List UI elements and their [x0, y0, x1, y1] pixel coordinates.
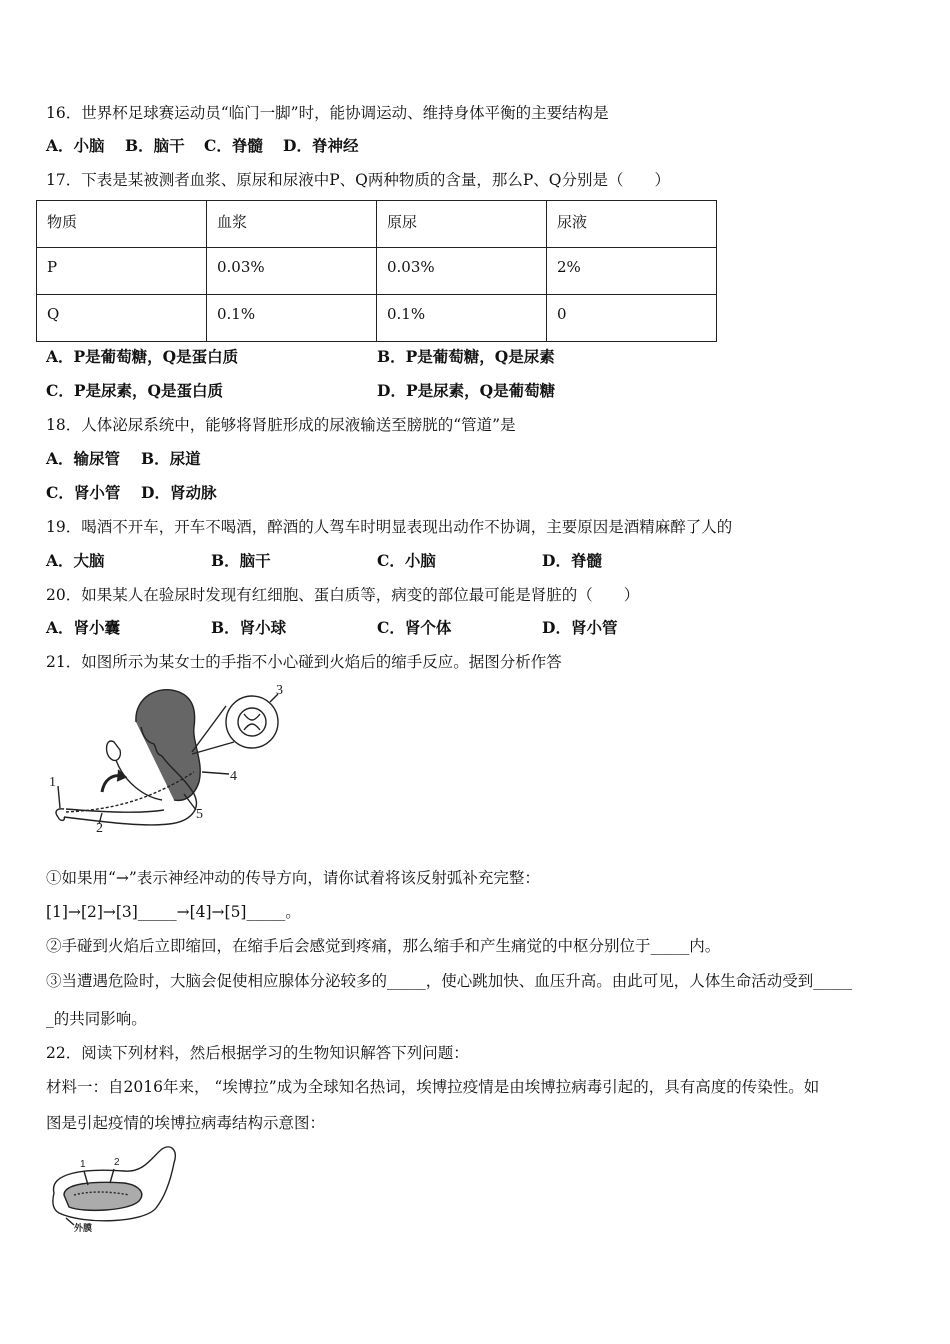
q19-option-b: B．脑干	[211, 551, 271, 570]
table-header-row	[37, 201, 717, 248]
q18-option-d: D．肾动脉	[141, 483, 217, 502]
q20-option-a: A．肾小囊	[46, 618, 121, 637]
table-row	[37, 295, 717, 342]
table-cell: 0.03%	[207, 248, 377, 295]
q20-stem: 20．如果某人在验尿时发现有红细胞、蛋白质等，病变的部位最可能是肾脏的（ ）	[46, 586, 640, 604]
q21-sub1-chain: [1]→[2]→[3]_____→[4]→[5]_____。	[46, 903, 301, 921]
q18-option-b: B．尿道	[141, 449, 201, 468]
table-cell: 0.03%	[377, 248, 547, 295]
virus-label-outer-membrane: 外膜	[74, 1223, 93, 1233]
q21-sub3-line2: _的共同影响。	[46, 1010, 147, 1028]
q16-option-c: C．脊髓	[204, 136, 263, 155]
q18-option-c: C．肾小管	[46, 483, 121, 502]
q20-option-c: C．肾个体	[377, 618, 452, 637]
q18-stem: 18．人体泌尿系统中，能够将肾脏形成的尿液输送至膀胱的“管道”是	[46, 416, 516, 434]
q22-material-line2: 图是引起疫情的埃博拉病毒结构示意图：	[46, 1114, 326, 1132]
q20-option-b: B．肾小球	[211, 618, 287, 637]
virus-label-2: 2	[114, 1157, 120, 1168]
q21-sub2: ②手碰到火焰后立即缩回，在缩手后会感觉到疼痛，那么缩手和产生痛觉的中枢分别位于_____内。	[46, 937, 721, 955]
q17-option-d: D．P是尿素，Q是葡萄糖	[377, 381, 556, 400]
q20-option-d: D．肾小管	[542, 618, 618, 637]
table-cell: P	[37, 248, 207, 295]
reflex-arc-figure	[44, 682, 294, 834]
table-cell: 0.1%	[207, 295, 377, 342]
q19-option-d: D．脊髓	[542, 551, 602, 570]
figure-label-1: 1	[49, 775, 56, 790]
q21-stem: 21．如图所示为某女士的手指不小心碰到火焰后的缩手反应。据图分析作答	[46, 653, 562, 671]
q17-stem: 17．下表是某被测者血浆、原尿和尿液中P、Q两种物质的含量，那么P、Q分别是（ ）	[46, 171, 670, 189]
q16-option-d: D．脊神经	[283, 136, 359, 155]
q17-option-c: C．P是尿素，Q是蛋白质	[46, 381, 223, 400]
q17-option-b: B．P是葡萄糖，Q是尿素	[377, 347, 555, 366]
q22-stem: 22．阅读下列材料，然后根据学习的生物知识解答下列问题：	[46, 1044, 469, 1062]
table-cell: Q	[37, 295, 207, 342]
figure-label-5: 5	[196, 807, 203, 822]
q16-option-b: B．脑干	[125, 136, 185, 155]
table-header-cell: 尿液	[547, 201, 717, 248]
q18-option-a: A．输尿管	[46, 449, 121, 468]
q19-option-c: C．小脑	[377, 551, 436, 570]
figure-label-3: 3	[276, 683, 283, 698]
q21-sub3-line1: ③当遭遇危险时，大脑会促使相应腺体分泌较多的_____，使心跳加快、血压升高。由此可见，人体生命活动受到_____	[46, 972, 853, 990]
table-cell: 0	[547, 295, 717, 342]
table-header-cell: 血浆	[207, 201, 377, 248]
q16-stem: 16．世界杯足球赛运动员“临门一脚”时，能协调运动、维持身体平衡的主要结构是	[46, 104, 609, 122]
q17-table	[36, 200, 717, 342]
q16-option-a: A．小脑	[46, 136, 105, 155]
q22-material-line1: 材料一：自2016年来， “埃博拉”成为全球知名热词，埃博拉疫情是由埃博拉病毒引起的，具有高度的传染性。如	[46, 1078, 820, 1096]
q19-stem: 19．喝酒不开车，开车不喝酒，醉酒的人驾车时明显表现出动作不协调，主要原因是酒精麻醉了人的	[46, 518, 733, 536]
ebola-virus-figure	[44, 1143, 189, 1233]
figure-label-4: 4	[230, 769, 237, 784]
table-header-cell: 原尿	[377, 201, 547, 248]
table-cell: 2%	[547, 248, 717, 295]
virus-label-1: 1	[80, 1159, 86, 1170]
q19-option-a: A．大脑	[46, 551, 105, 570]
figure-label-2: 2	[96, 821, 103, 834]
table-cell: 0.1%	[377, 295, 547, 342]
table-row	[37, 248, 717, 295]
q21-sub1: ①如果用“→”表示神经冲动的传导方向，请你试着将该反射弧补充完整：	[46, 869, 540, 887]
q17-option-a: A．P是葡萄糖，Q是蛋白质	[46, 347, 239, 366]
table-header-cell: 物质	[37, 201, 207, 248]
